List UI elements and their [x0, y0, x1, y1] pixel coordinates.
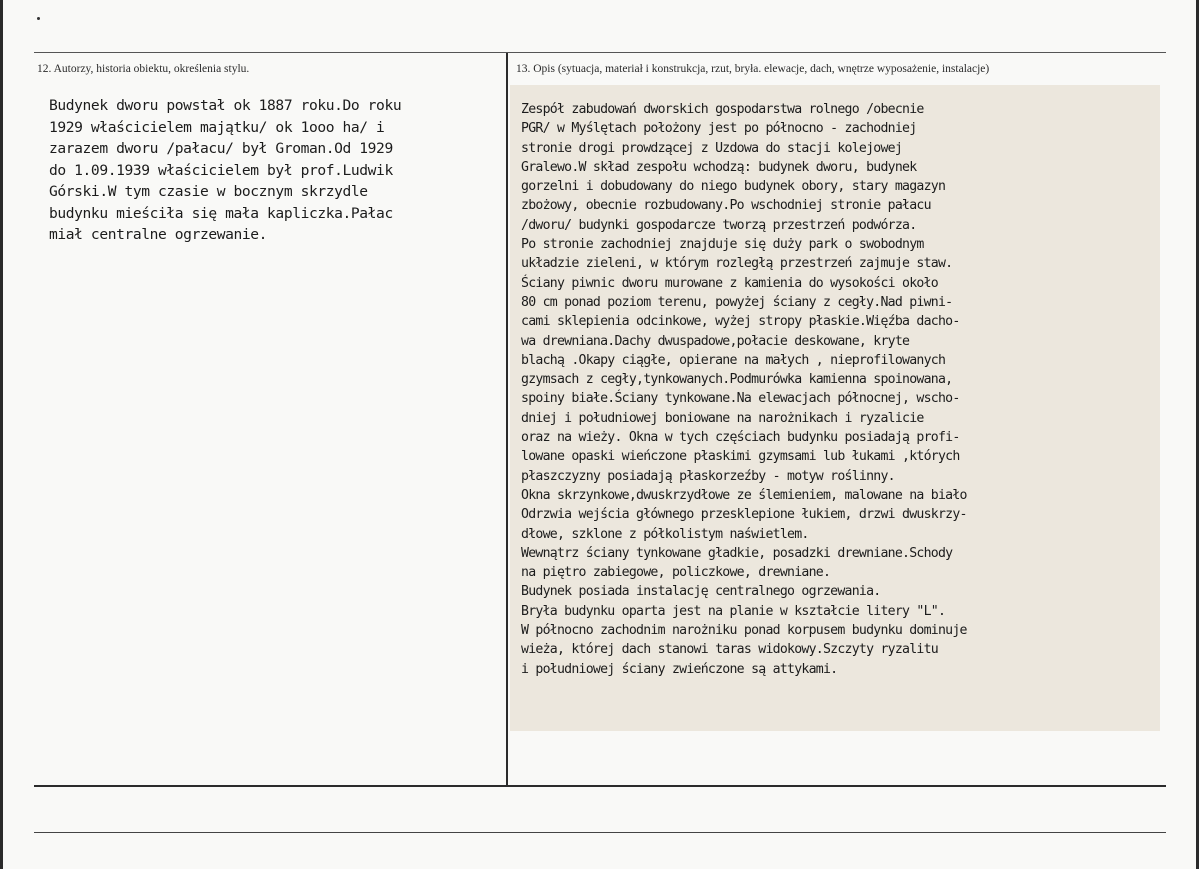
history-typed-text: Budynek dworu powstał ok 1887 roku.Do roku 1929 właścicielem majątku/ ok 1ooo ha/ i zarazem dworu /pałacu/ był Groman.Od 1929 do 1.09.1939 właścicielem był prof.Ludwik Górski.W tym czasie w bocznym skrzydle budynku mieściła się mała kapliczka.Pałac miał centralne ogrzewanie. [49, 97, 402, 243]
punch-mark [37, 17, 40, 20]
field-13-heading: 13. Opis (sytuacja, materiał i konstrukcja, rzut, bryła. elewacje, dach, wnętrze wyposażenie, instalacje) [516, 63, 990, 75]
bottom-rule [34, 785, 1166, 787]
footer-rule [34, 832, 1166, 833]
description-typed-text: Zespół zabudowań dworskich gospodarstwa rolnego /obecnie PGR/ w Myślętach położony jest po północno - zachodniej stronie drogi prowdzącej z Uzdowa do stacji kolejowej Gralewo.W skład zespołu wchodzą: budynek dworu, budynek gorzelni i dobudowany do niego budynek obory, stary magazyn zbożowy, obecnie rozbudowany.Po wschodniej stronie pałacu /dworu/ budynki gospodarcze tworzą przestrzeń podwórza. Po stronie zachodniej znajduje się duży park o swobodnym układzie zieleni, w którym rozległą przestrzeń zajmuje staw. Ściany piwnic dworu murowane z kamienia do wysokości około 80 cm ponad poziom terenu, powyżej ściany z cegły.Nad piwni- cami sklepienia odcinkowe, wyżej stropy płaskie.Więźba dacho- wa drewniana.Dachy dwuspadowe,połacie deskowane, kryte blachą .Okapy ciągłe, opierane na małych , nieprofilowanych gzymsach z cegły,tynkowanych.Podmurówka kamienna spoinowana, spoiny białe.Ściany tynkowane.Na elewacjach północnej, wscho- dniej i południowej boniowane na narożnikach i ryzalicie oraz na wieży. Okna w tych częściach budynku posiadają profi- lowane opaski wieńczone płaskimi gzymsami lub łukami ,których płaszczyzny posiadają płaskorzeźby - motyw roślinny. Okna skrzynkowe,dwuskrzydłowe ze ślemieniem, malowane na biało Odrzwia wejścia głównego przesklepione łukiem, drzwi dwuskrzy- dłowe, szklone z półkolistym naświetlem. Wewnątrz ściany tynkowane gładkie, posadzki drewniane.Schody na piętro zabiegowe, policzkowe, drewniane. Budynek posiada instalację centralnego ogrzewania. Bryła budynku oparta jest na planie w kształcie litery "L". W północno zachodnim narożniku ponad korpusem budynku dominuje wieża, której dach stanowi taras widokowy.Szczyty ryzalitu i południowej ściany zwieńczone są attykami. [521, 102, 967, 677]
field-12-heading: 12. Autorzy, historia obiektu, określenia stylu. [37, 63, 250, 75]
column-divider [506, 53, 508, 785]
top-rule [34, 52, 1166, 53]
left-frame-border [0, 0, 3, 869]
